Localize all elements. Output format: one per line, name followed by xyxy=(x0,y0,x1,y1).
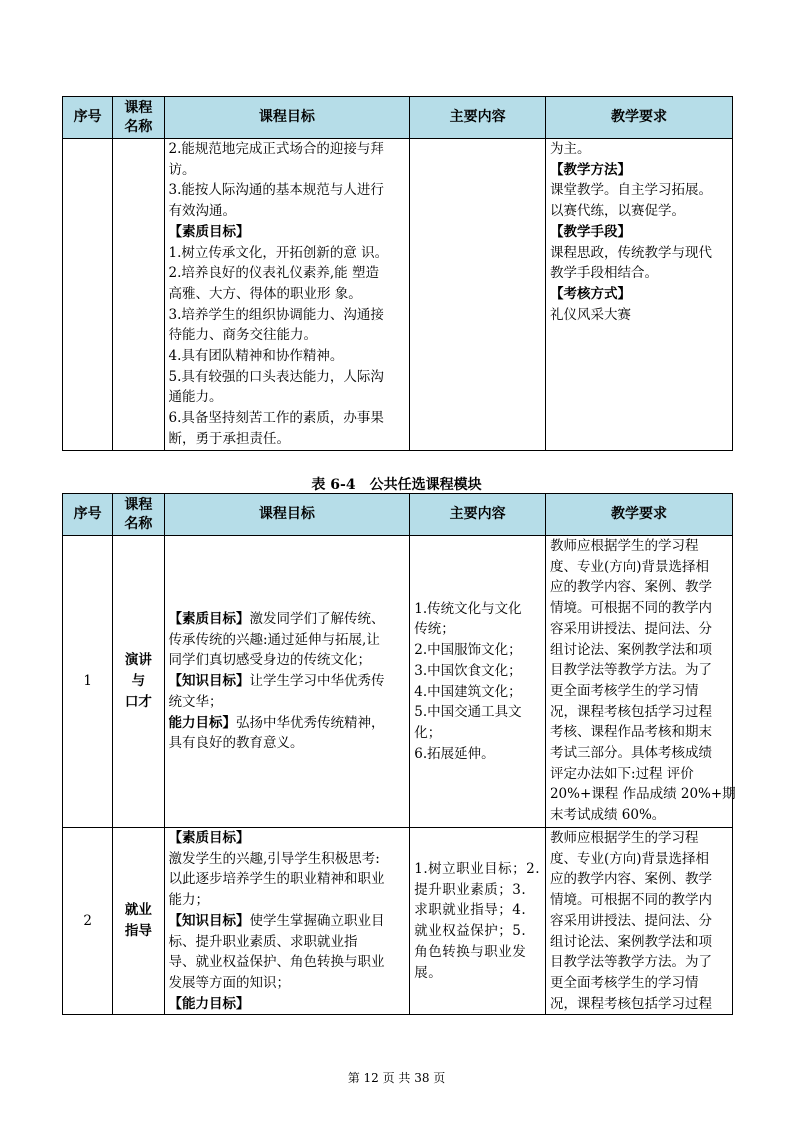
cell-no xyxy=(63,139,113,451)
section-label: 【素质目标】 xyxy=(168,611,250,628)
header-requirements: 教学要求 xyxy=(545,97,732,139)
text-line: 发展等方面的知识； xyxy=(168,974,290,991)
course-table-continued xyxy=(62,96,733,451)
text-line: 断，勇于承担责任。 xyxy=(168,430,290,447)
text-line: 况，课程考核包括学习过程 xyxy=(549,995,712,1012)
text-line: 4.具有团队精神和协作精神。 xyxy=(168,348,344,365)
section-label: 能力目标】 xyxy=(168,714,236,731)
text-line: 传统； xyxy=(414,621,455,638)
cell-content xyxy=(410,536,546,828)
text-line xyxy=(169,828,406,849)
text-line: 2.培养良好的仪表礼仪素养,能 塑造 xyxy=(168,265,379,282)
section-label: 【素质目标】 xyxy=(168,223,250,240)
text-line: 与 xyxy=(131,673,146,690)
header-requirements: 教学要求 xyxy=(545,494,732,536)
cell-goals xyxy=(164,536,410,828)
text-line xyxy=(550,284,728,305)
text-line: 导、就业权益保护、角色转换与职业 xyxy=(168,954,385,971)
text-line: 度、专业(方向)背景选择相 xyxy=(549,850,710,867)
table-row xyxy=(63,828,733,1015)
text-line: 展。 xyxy=(414,964,443,981)
header-course-name-text: 课程名称 xyxy=(124,99,153,135)
table-row xyxy=(63,536,733,828)
text-line: 6.具备坚持刻苦工作的素质，办事果 xyxy=(168,410,384,427)
section-label: 【教学手段】 xyxy=(549,223,631,240)
text-line: 教师应根据学生的学习程 xyxy=(549,830,699,846)
cell-goals xyxy=(164,828,410,1015)
page-footer: 第 12 页 共 38 页 xyxy=(347,1071,446,1085)
line-text: 激发同学们了解传统、 xyxy=(249,611,385,628)
text-line: 3.培养学生的组织协调能力、沟通接 xyxy=(168,306,384,323)
text-line: 以赛代练，以赛促学。 xyxy=(549,203,685,220)
text-line xyxy=(169,713,406,734)
text-line xyxy=(169,671,406,692)
text-line: 具有良好的教育意义。 xyxy=(168,735,304,752)
text-line: 6.拓展延伸。 xyxy=(414,745,495,762)
text-line: 就业权益保护；5. xyxy=(414,923,527,940)
table-header-row xyxy=(63,494,733,536)
cell-goals xyxy=(164,139,410,451)
text-line: 访。 xyxy=(168,161,196,178)
text-line: 末考试成绩 60%。 xyxy=(549,807,666,824)
text-line: 组讨论法、案例教学法和项 xyxy=(549,933,712,950)
cell-name xyxy=(113,536,164,828)
table-caption: 表 6-4 公共任选课程模块 xyxy=(311,477,482,493)
cell-requirements xyxy=(545,536,736,828)
header-goals: 课程目标 xyxy=(164,494,410,536)
header-content: 主要内容 xyxy=(410,97,546,139)
text-line: 就业 xyxy=(124,902,152,919)
text-line: 目教学法等教学方法。为了 xyxy=(549,954,712,971)
cell-requirements xyxy=(545,139,732,451)
text-line xyxy=(550,160,728,181)
text-line: 组讨论法、案例教学法和项 xyxy=(549,641,712,658)
section-label: 【教学方法】 xyxy=(549,161,631,178)
text-line: 课堂教学。自主学习拓展。 xyxy=(549,182,712,199)
text-line: 教学手段相结合。 xyxy=(549,265,658,282)
text-line: 礼仪风采大赛 xyxy=(549,306,631,323)
text-line: 提升职业素质；3. xyxy=(414,881,527,898)
text-line: 求职就业指导；4. xyxy=(414,902,527,919)
table-header-row xyxy=(63,97,733,139)
cell-name xyxy=(113,139,164,451)
text-line xyxy=(169,609,406,630)
text-line: 演讲 xyxy=(124,652,152,669)
text-line: 2.中国服饰文化； xyxy=(414,642,522,659)
header-course-name xyxy=(113,494,164,536)
header-goals: 课程目标 xyxy=(164,97,410,139)
text-line: 指导 xyxy=(124,923,152,940)
text-line: 传承传统的兴趣:通过延伸与拓展,让 xyxy=(168,631,380,648)
text-line: 考核、课程作品考核和期末 xyxy=(549,724,712,741)
section-label: 【能力目标】 xyxy=(168,995,250,1012)
text-line: 口才 xyxy=(124,693,152,710)
section-label: 【素质目标】 xyxy=(168,830,250,846)
text-line: 更全面考核学生的学习情 xyxy=(549,682,699,699)
text-line: 化； xyxy=(414,724,442,741)
text-line xyxy=(550,222,728,243)
public-elective-course-table xyxy=(62,493,736,1015)
text-line: 容采用讲授法、提问法、分 xyxy=(549,912,712,929)
text-line xyxy=(169,911,406,932)
cell-no: 1 xyxy=(63,536,113,828)
text-line: 通能力。 xyxy=(168,389,223,406)
text-line: 20%+课程 作品成绩 20%+期 xyxy=(549,786,736,803)
header-course-name xyxy=(113,97,164,139)
cell-requirements xyxy=(545,828,732,1015)
text-line: 高雅、大方、得体的职业形 象。 xyxy=(168,285,362,302)
line-text: 让学生学习中华优秀传 xyxy=(249,673,385,690)
text-line: 激发学生的兴趣,引导学生积极思考: xyxy=(168,850,380,867)
cell-name xyxy=(113,828,164,1015)
text-line: 更全面考核学生的学习情 xyxy=(549,974,699,991)
text-line: 待能力、商务交往能力。 xyxy=(168,327,317,344)
text-line: 课程思政，传统教学与现代 xyxy=(549,244,712,261)
text-line: 5.中国交通工具文 xyxy=(414,704,522,721)
text-line: 情境。可根据不同的教学内 xyxy=(549,892,712,909)
text-line: 度、专业(方向)背景选择相 xyxy=(549,558,710,575)
table-row xyxy=(63,139,733,451)
text-line: 教师应根据学生的学习程 xyxy=(549,538,699,554)
text-line: 况，课程考核包括学习过程 xyxy=(549,703,712,720)
text-line: 同学们真切感受身边的传统文化； xyxy=(168,652,371,669)
cell-content xyxy=(410,828,546,1015)
line-text: 使学生掌握确立职业目 xyxy=(249,912,385,929)
text-line: 为主。 xyxy=(549,141,591,157)
text-line: 评定办法如下:过程 评价 xyxy=(549,765,694,782)
section-label: 【知识目标】 xyxy=(168,912,250,929)
text-line xyxy=(169,222,406,243)
text-line: 统文华； xyxy=(168,693,223,710)
text-line: 2.能规范地完成正式场合的迎接与拜 xyxy=(168,141,384,157)
text-line: 1.树立传承文化，开拓创新的意 识。 xyxy=(168,244,389,261)
text-line: 应的教学内容、案例、教学 xyxy=(549,871,712,888)
text-line: 1.树立职业目标；2. xyxy=(414,861,541,878)
text-line: 3.能按人际沟通的基本规范与人进行 xyxy=(168,182,384,199)
text-line: 有效沟通。 xyxy=(168,203,236,220)
text-line: 能力； xyxy=(168,892,209,909)
section-label: 【知识目标】 xyxy=(168,673,250,690)
text-line: 4.中国建筑文化； xyxy=(414,683,522,700)
cell-content xyxy=(410,139,546,451)
cell-no: 2 xyxy=(63,828,113,1015)
text-line: 角色转换与职业发 xyxy=(414,943,527,960)
text-line xyxy=(169,994,406,1015)
text-line: 容采用讲授法、提问法、分 xyxy=(549,620,712,637)
header-course-name-text: 课程名称 xyxy=(124,496,153,532)
header-no: 序号 xyxy=(63,97,113,139)
text-line: 考试三部分。具体考核成绩 xyxy=(549,745,712,762)
line-text: 弘扬中华优秀传统精神， xyxy=(236,714,385,731)
text-line: 情境。可根据不同的教学内 xyxy=(549,600,712,617)
section-label: 【考核方式】 xyxy=(549,285,631,302)
text-line: 以此逐步培养学生的职业精神和职业 xyxy=(168,871,385,888)
text-line: 标、提升职业素质、求职就业指 xyxy=(168,933,358,950)
text-line: 应的教学内容、案例、教学 xyxy=(549,579,712,596)
header-content: 主要内容 xyxy=(410,494,546,536)
text-line: 1.传统文化与文化 xyxy=(414,600,522,617)
text-line: 目教学法等教学方法。为了 xyxy=(549,662,712,679)
header-no: 序号 xyxy=(63,494,113,536)
text-line: 5.具有较强的口头表达能力，人际沟 xyxy=(168,368,384,385)
text-line: 3.中国饮食文化； xyxy=(414,662,522,679)
